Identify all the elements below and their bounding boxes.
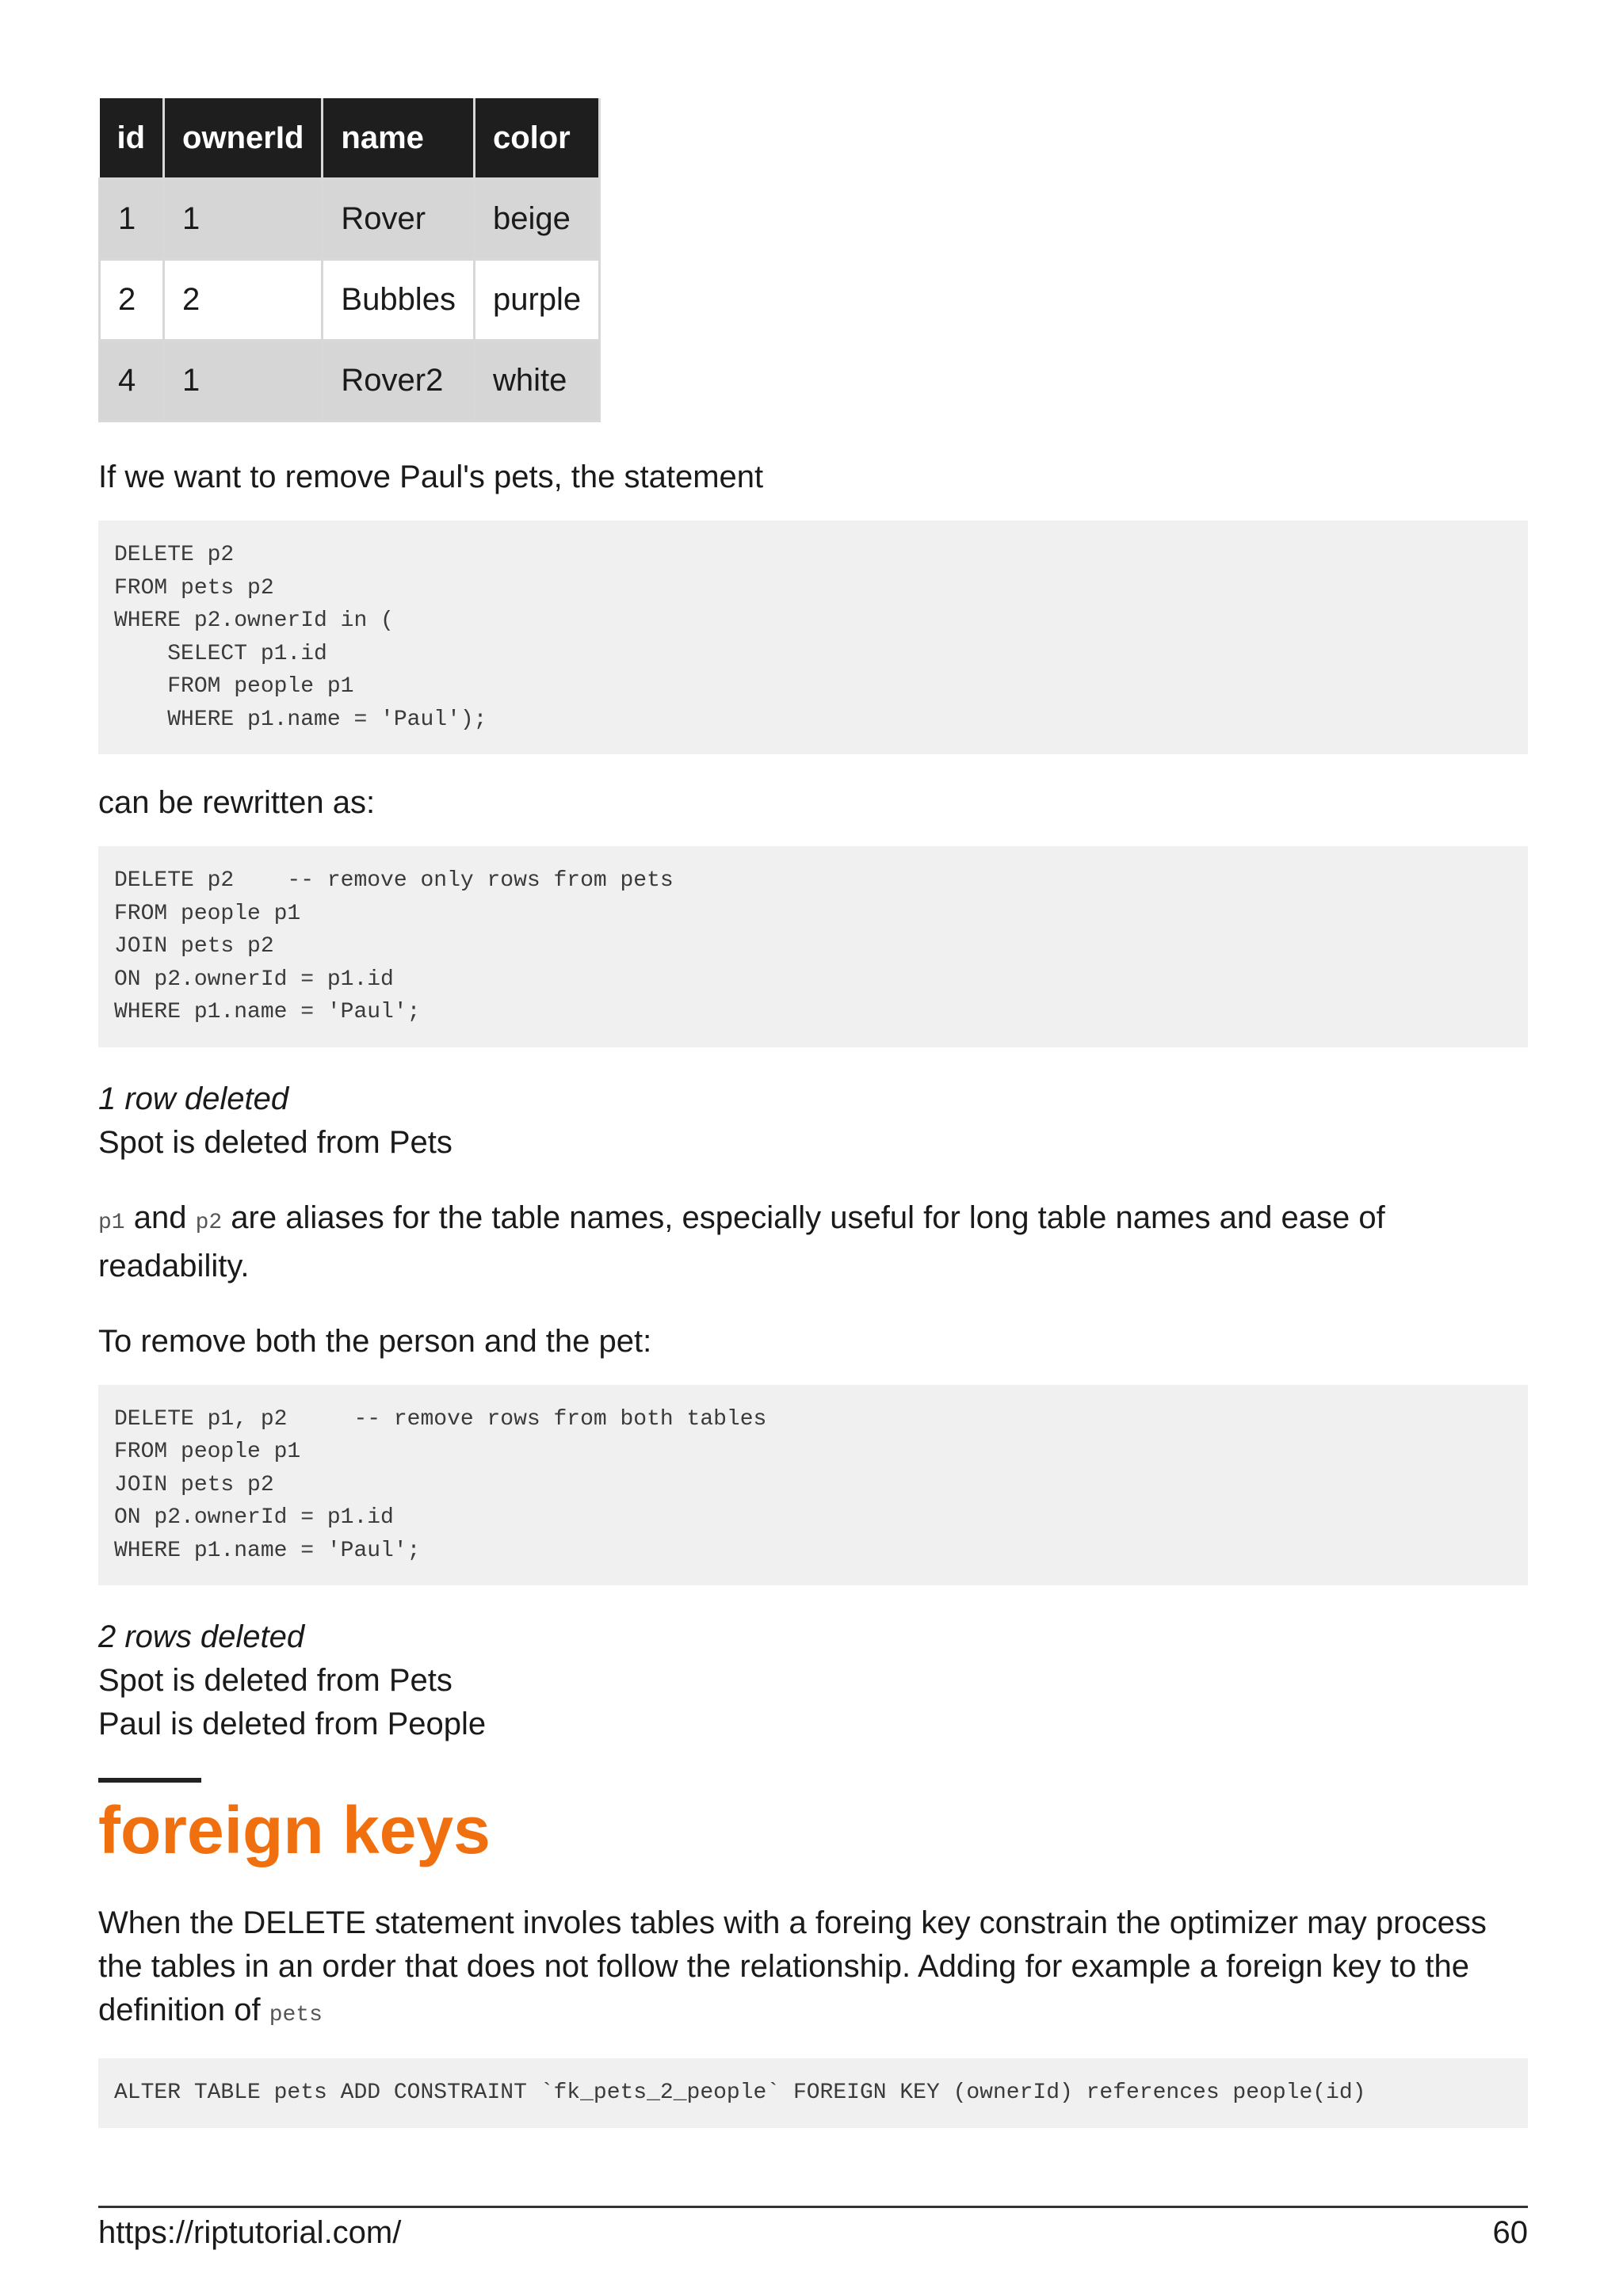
table-cell: purple [474,260,599,341]
table-header-row [100,98,600,179]
foreign-key-paragraph [98,1901,1528,2037]
table-cell: 1 [164,179,323,260]
result-count: 1 row deleted [98,1081,289,1116]
result-block-2 [98,1615,1528,1746]
table-header-cell: color [474,98,599,179]
result-count: 2 rows deleted [98,1619,305,1654]
result-block-1 [98,1077,1528,1165]
code-block-delete-both: DELETE p1, p2 -- remove rows from both tables FROM people p1 JOIN pets p2 ON p2.ownerId = p1.id WHERE p1.name = 'Paul'; [98,1385,1528,1586]
table-cell: beige [474,179,599,260]
footer-url-link[interactable]: https://riptutorial.com/ [98,2215,402,2250]
result-detail: Spot is deleted from Pets [98,1124,453,1160]
alias-and: and [124,1199,196,1235]
table-cell: 1 [164,341,323,421]
alias-rest: are aliases for the table names, especially useful for long table names and ease of readability. [98,1199,1385,1283]
fk-text: When the DELETE statement involes tables with a foreing key constrain the optimizer may process the tables in an order that does not follow the relationship. Adding for example a foreign key to the definition of [98,1905,1487,2027]
code-block-subquery-delete: DELETE p2 FROM pets p2 WHERE p2.ownerId in ( SELECT p1.id FROM people p1 WHERE p1.name = 'Paul'); [98,521,1528,754]
code-block-alter-table: ALTER TABLE pets ADD CONSTRAINT `fk_pets_2_people` FOREIGN KEY (ownerId) references people(id) [98,2058,1528,2128]
table-cell: 2 [100,260,164,341]
code-block-join-delete: DELETE p2 -- remove only rows from pets FROM people p1 JOIN pets p2 ON p2.ownerId = p1.id WHERE p1.name = 'Paul'; [98,846,1528,1047]
page-content [98,98,1528,2128]
result-count-line [98,1615,1528,1659]
table-header-cell: name [323,98,475,179]
page-number: 60 [1492,2215,1528,2250]
table-header-cell: ownerId [164,98,323,179]
table-cell: 4 [100,341,164,421]
inline-code-p1: p1 [98,1210,125,1235]
pets-table [98,98,601,422]
rewrite-paragraph: can be rewritten as: [98,785,376,820]
table-row [100,341,600,421]
section-heading: foreign keys [98,1793,491,1867]
inline-code-pets: pets [269,2003,323,2027]
table-header-cell: id [100,98,164,179]
table-cell: 2 [164,260,323,341]
table-cell: white [474,341,599,421]
table-cell: Rover2 [323,341,475,421]
result-detail: Paul is deleted from People [98,1707,487,1741]
result-detail: Spot is deleted from Pets [98,1663,453,1698]
heading-rule [98,1778,201,1783]
table-cell: Rover [323,179,475,260]
footer-rule [98,2206,1528,2208]
alias-paragraph [98,1196,1528,1288]
both-paragraph: To remove both the person and the pet: [98,1323,652,1359]
result-count-line [98,1077,1528,1121]
intro-paragraph: If we want to remove Paul's pets, the statement [98,460,764,494]
table-cell: Bubbles [323,260,475,341]
table-cell: 1 [100,179,164,260]
table-row [100,260,600,341]
inline-code-p2: p2 [195,1210,223,1235]
table-row [100,179,600,260]
